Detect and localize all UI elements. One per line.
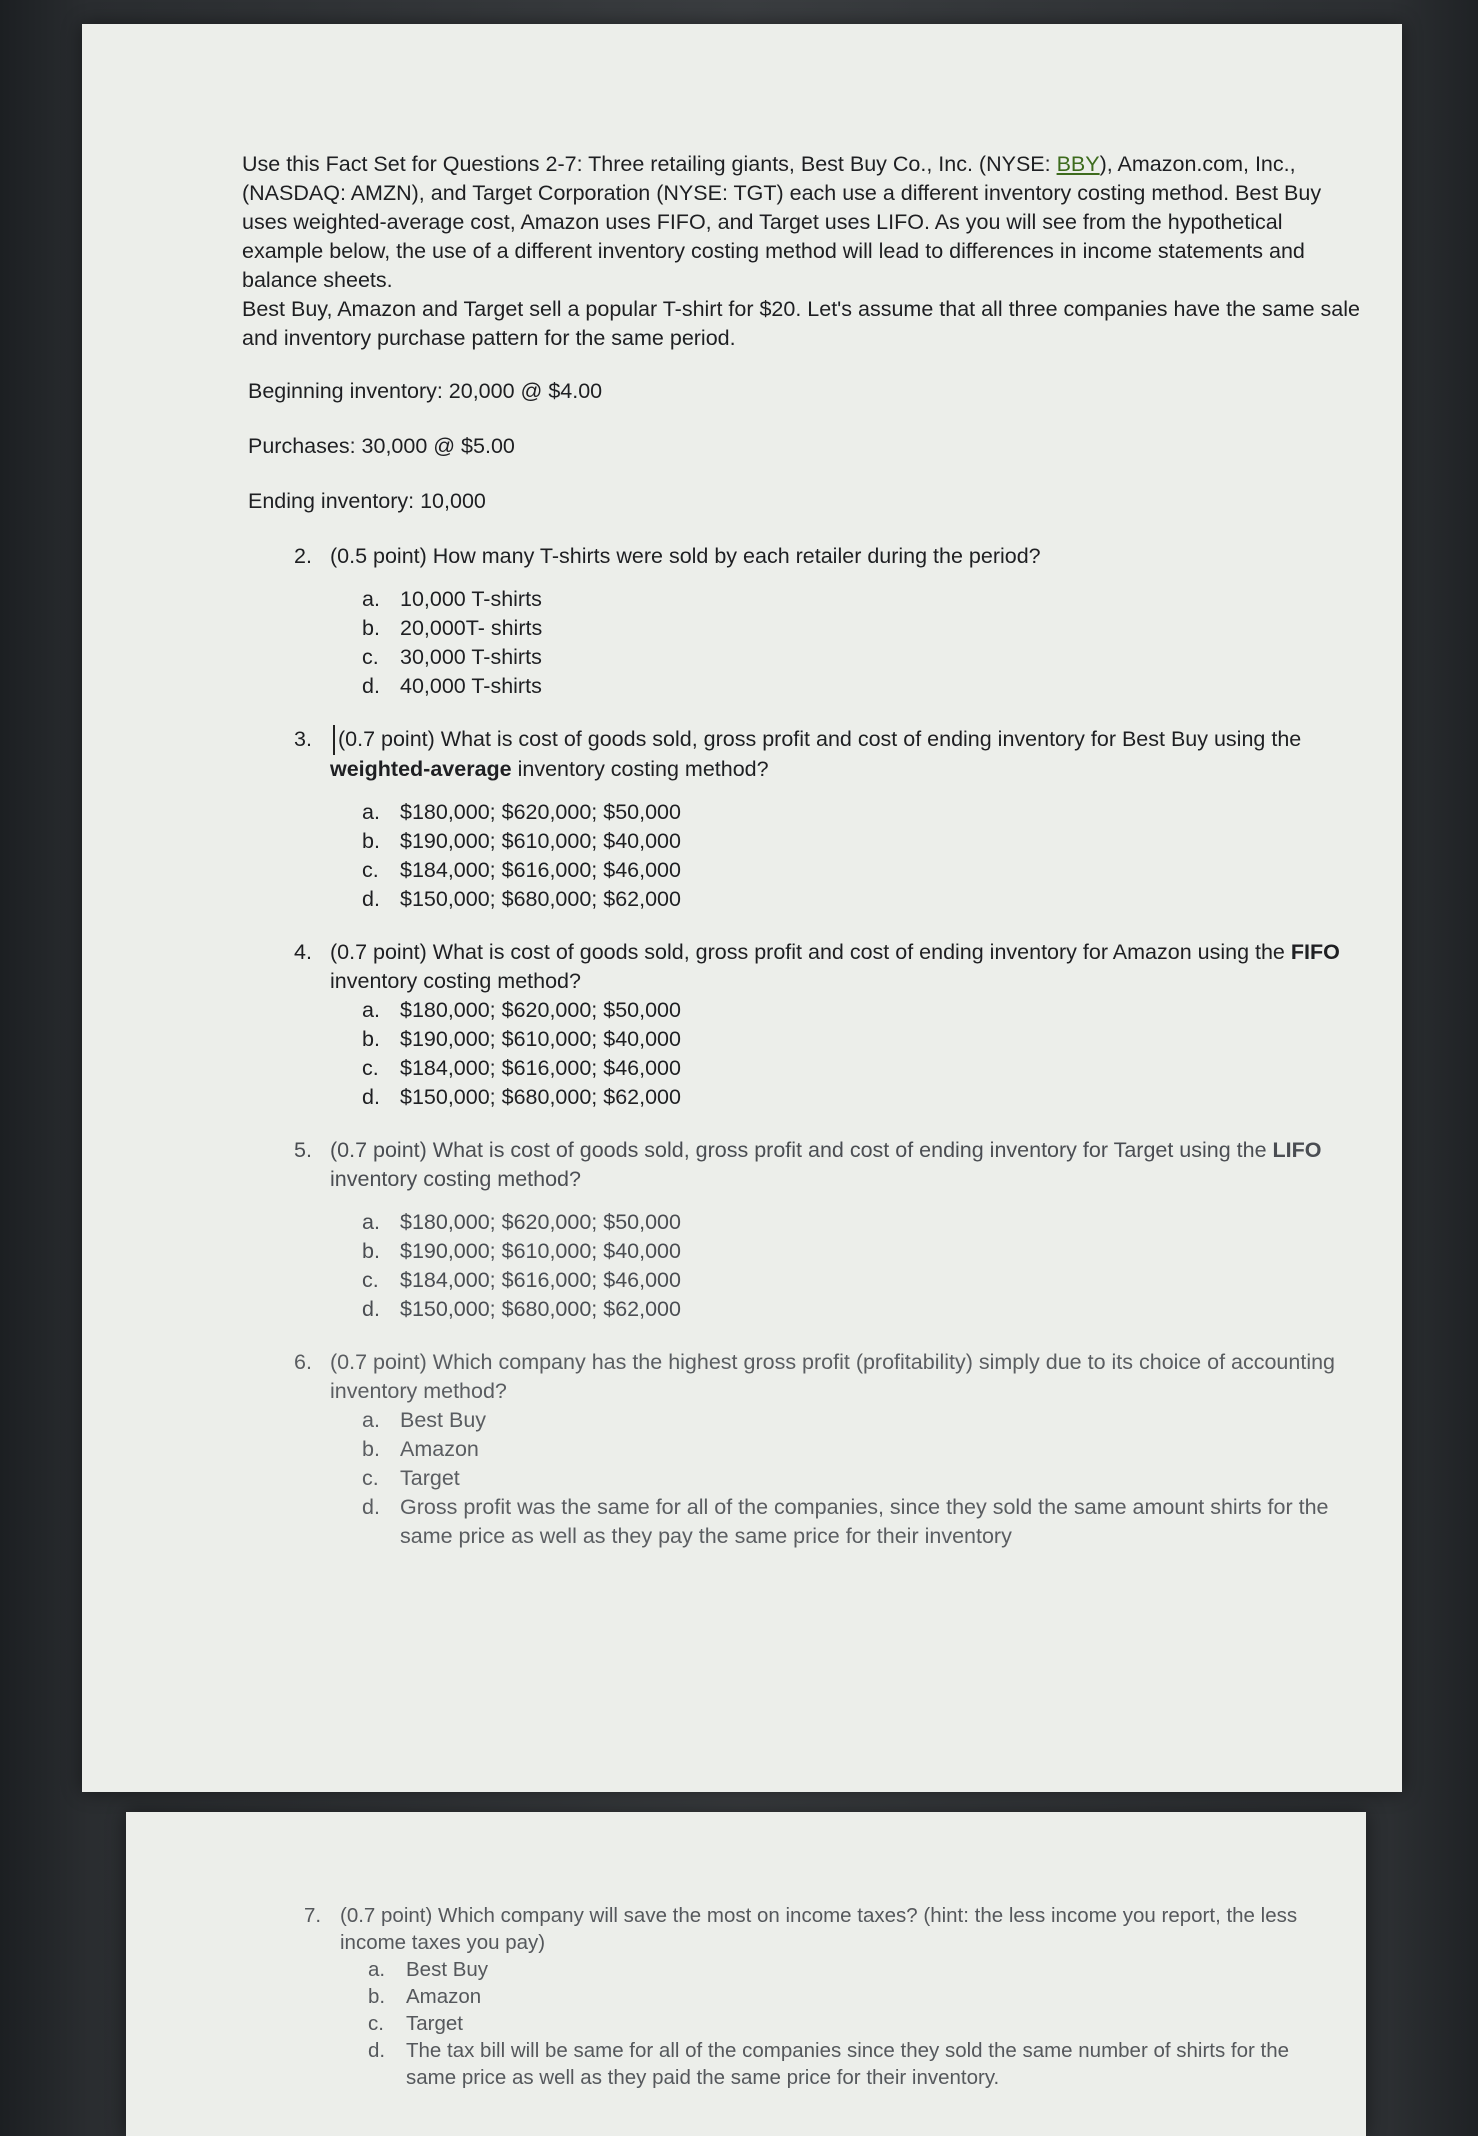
option-letter: d. [368, 2039, 386, 2062]
answer-options [362, 996, 1367, 1112]
question-number: 3. [294, 727, 312, 751]
option-text: $190,000; $610,000; $40,000 [400, 1239, 681, 1264]
question-text-part: inventory costing method? [330, 969, 581, 994]
answer-option[interactable] [362, 585, 1367, 614]
option-text: $184,000; $616,000; $46,000 [400, 1056, 681, 1081]
answer-option[interactable] [362, 1295, 1367, 1324]
page-2-content [304, 1902, 1334, 2091]
fact-set-text-2: ), Amazon.com, Inc., (NASDAQ: AMZN), and Target Corporation (NYSE: TGT) each use a different inventory costing method. Best Buy uses weighted-average cost, Amazon uses FIFO, and Target uses LIFO. As you will see from the hypothetical example below, the use of a different inventory costing method will lead to differences in income statements and balance sheets. [242, 152, 1322, 292]
option-text: $184,000; $616,000; $46,000 [400, 858, 681, 883]
answer-option[interactable] [362, 885, 1367, 914]
answer-option[interactable] [362, 827, 1367, 856]
answer-option[interactable] [362, 1054, 1367, 1083]
option-letter: d. [362, 1297, 380, 1322]
fact-set-intro [242, 150, 1367, 353]
question-text [330, 1136, 1367, 1194]
answer-option[interactable] [362, 1435, 1367, 1464]
question-4 [294, 938, 1367, 1112]
answer-option[interactable] [362, 643, 1367, 672]
question-text-part: (0.7 point) What is cost of goods sold, gross profit and cost of ending inventory for Amazon using the [330, 940, 1291, 965]
option-letter: c. [362, 1466, 379, 1491]
option-letter: c. [362, 858, 379, 883]
answer-option[interactable] [362, 1464, 1367, 1493]
answer-options [362, 798, 1367, 914]
option-text: Gross profit was the same for all of the companies, since they sold the same amount shirts for the same price as well as they pay the same price for their inventory [400, 1495, 1329, 1549]
option-letter: a. [362, 1210, 380, 1235]
question-number: 7. [304, 1904, 322, 1927]
option-text: Best Buy [406, 1958, 489, 1981]
option-letter: a. [362, 800, 380, 825]
option-letter: c. [362, 1268, 379, 1293]
answer-option[interactable] [368, 2010, 1334, 2037]
answer-option[interactable] [368, 1956, 1334, 1983]
option-text: 10,000 T-shirts [400, 587, 542, 611]
question-text: (0.7 point) Which company will save the most on income taxes? (hint: the less income you report, the less income taxes you pay) [340, 1904, 1298, 1954]
option-text: $180,000; $620,000; $50,000 [400, 998, 681, 1023]
answer-option[interactable] [362, 1025, 1367, 1054]
answer-option[interactable] [362, 672, 1367, 701]
answer-option[interactable] [362, 1406, 1367, 1435]
option-letter: b. [362, 1437, 380, 1462]
option-text: $150,000; $680,000; $62,000 [400, 887, 681, 912]
document-page-2 [126, 1812, 1366, 2136]
option-text: $150,000; $680,000; $62,000 [400, 1297, 681, 1322]
answer-options [362, 1208, 1367, 1324]
option-letter: b. [362, 1027, 380, 1052]
answer-options [362, 1406, 1367, 1551]
option-text: $150,000; $680,000; $62,000 [400, 1085, 681, 1110]
option-text: $184,000; $616,000; $46,000 [400, 1268, 681, 1293]
answer-option[interactable] [368, 2037, 1334, 2091]
purchases: Purchases: 30,000 @ $5.00 [248, 434, 515, 458]
question-method: LIFO [1272, 1138, 1322, 1163]
option-letter: b. [362, 1239, 380, 1264]
question-text-part: inventory costing method? [330, 1167, 581, 1192]
answer-option[interactable] [362, 996, 1367, 1025]
fact-set-lead: Use this Fact Set for Questions 2-7: [242, 152, 583, 176]
option-text: Best Buy [400, 1408, 487, 1433]
option-letter: a. [362, 1408, 380, 1433]
question-number: 2. [294, 544, 312, 568]
option-text: Target [400, 1466, 460, 1491]
answer-option[interactable] [362, 1208, 1367, 1237]
question-7 [304, 1902, 1334, 2091]
option-letter: b. [368, 1985, 386, 2008]
answer-option[interactable] [362, 1237, 1367, 1266]
question-text-part: inventory costing method? [511, 757, 769, 782]
question-text: (0.7 point) Which company has the highest gross profit (profitability) simply due to its choice of accounting inventory method? [330, 1350, 1336, 1404]
option-letter: d. [362, 674, 380, 698]
question-6 [294, 1348, 1367, 1551]
option-text: Target [406, 2012, 463, 2035]
option-letter: d. [362, 887, 380, 912]
answer-option[interactable] [368, 1983, 1334, 2010]
option-text: 40,000 T-shirts [400, 674, 542, 698]
option-letter: a. [362, 587, 380, 611]
ticker-link-bby[interactable]: BBY [1056, 152, 1100, 176]
question-text [330, 725, 1367, 784]
option-text: 20,000T- shirts [400, 616, 543, 640]
option-letter: d. [362, 1085, 380, 1110]
option-text: Amazon [406, 1985, 482, 2008]
question-number: 4. [294, 940, 312, 965]
page-1-content [242, 150, 1367, 1575]
answer-option[interactable] [362, 614, 1367, 643]
question-text-part: (0.7 point) What is cost of goods sold, gross profit and cost of ending inventory for Best Buy using the [338, 727, 1302, 751]
option-text: 30,000 T-shirts [400, 645, 542, 669]
option-letter: c. [362, 1056, 379, 1081]
question-method: FIFO [1290, 940, 1340, 965]
option-letter: c. [362, 645, 379, 669]
question-5 [294, 1136, 1367, 1324]
option-text: $180,000; $620,000; $50,000 [400, 800, 681, 825]
question-text: (0.5 point) How many T-shirts were sold by each retailer during the period? [330, 544, 1041, 568]
answer-option[interactable] [362, 1266, 1367, 1295]
answer-option[interactable] [362, 1083, 1367, 1112]
answer-option[interactable] [362, 798, 1367, 827]
fact-set-text-1: Three retailing giants, Best Buy Co., Inc. (NYSE: [582, 152, 1057, 176]
question-2 [294, 542, 1367, 701]
question-method: weighted-average [330, 757, 512, 782]
option-text: $180,000; $620,000; $50,000 [400, 1210, 681, 1235]
question-text [330, 938, 1367, 996]
question-number: 6. [294, 1350, 312, 1375]
option-text: $190,000; $610,000; $40,000 [400, 829, 681, 854]
option-letter: a. [368, 1958, 386, 1981]
text-cursor-icon [333, 725, 335, 755]
beginning-inventory: Beginning inventory: 20,000 @ $4.00 [248, 379, 603, 403]
fact-set-scenario: Best Buy, Amazon and Target sell a popular T-shirt for $20. Let's assume that all three companies have the same sale and inventory purchase pattern for the same period. [242, 297, 1360, 350]
option-letter: a. [362, 998, 380, 1023]
question-number: 5. [294, 1138, 312, 1163]
question-3 [294, 725, 1367, 914]
option-letter: b. [362, 829, 380, 854]
answer-option[interactable] [362, 856, 1367, 885]
option-letter: c. [368, 2012, 384, 2035]
question-text-part: (0.7 point) What is cost of goods sold, gross profit and cost of ending inventory for Target using the [330, 1138, 1273, 1163]
answer-options [362, 585, 1367, 701]
answer-option[interactable] [362, 1493, 1367, 1551]
ending-inventory: Ending inventory: 10,000 [248, 489, 486, 513]
document-page-1 [82, 24, 1402, 1792]
option-letter: d. [362, 1495, 380, 1520]
option-text: Amazon [400, 1437, 479, 1462]
answer-options [368, 1956, 1334, 2091]
option-text: The tax bill will be same for all of the companies since they sold the same number of shirts for the same price as well as they paid the same price for their inventory. [406, 2039, 1290, 2089]
option-text: $190,000; $610,000; $40,000 [400, 1027, 681, 1052]
option-letter: b. [362, 616, 380, 640]
